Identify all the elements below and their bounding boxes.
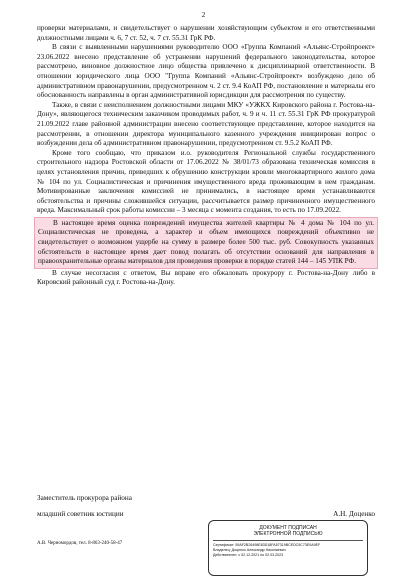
highlighted-paragraph [34, 217, 378, 269]
signature-block [37, 493, 375, 519]
signatory-title: Заместитель прокурора района [37, 494, 132, 502]
paragraph-commission: Кроме того сообщаю, что приказом и.о. руководителя Региональной службы государственного строительного надзора Ростовской области от 17.06.2022 № 38/01/73 образована техническая комиссия в целях установления причин, приведших к обрушению конструкции кровли многоквартирного жилого дома № 104 по ул. Социалистическая и причинения имущественного вреда проживающим в нем гражданам. Мотивированные заключения комиссией не принимались, в настоящее время устанавливаются обстоятельства и причины сложившейся ситуации, рассчитывается размер причиненного имущественного вреда. Максимальный срок работы комиссии – 3 месяца с момента создания, то есть по 17.09.2022. [37, 148, 375, 215]
signatory-rank: младший советник юстиции [37, 510, 124, 518]
letter-body [37, 24, 375, 288]
stamp-certificate: Сертификат: 59AF2B26498E83D18FA57319BCEDC5C73E0A9EF [213, 543, 321, 547]
signatory-name: А.Н. Доценко [333, 510, 375, 518]
stamp-divider [213, 540, 363, 541]
electronic-signature-stamp [208, 520, 368, 576]
paragraph-mku: Также, в связи с неисполнением должностными лицами МКУ «УЖКХ Кировского района г. Ростова-на-Дону», являющегося техническим заказчиком проводимых работ, ч. 9 и ч. 11 ст. 55.31 ГрК РФ прокуратурой 21.09.2022 главе районной администрации внесено соответствующее представление, которое находится на рассмотрении, в отношении директора муниципального казенного учреждения инициирован вопрос о возбуждении дела об административном правонарушении, предусмотренном ст. 9.5.2 КоАП РФ. [37, 100, 375, 148]
page-number: 2 [201, 11, 206, 19]
stamp-title-line2: ЭЛЕКТРОННОЙ ПОДПИСЬЮ [253, 531, 323, 537]
paragraph-representation: В связи с выявленными нарушениями руководителю ООО «Группа Компаний «Альянс-Стройпроект» 23.06.2022 внесено представление об устранении нарушений федерального законодательства, которое рассмотрено, виновное должностное лицо общества привлечено к дисциплинарной ответственности. В отношении юридического лица ООО "Группа Компаний «Альянс-Стройпроект» возбуждено дело об административном правонарушении, предусмотренном ч. 2 ст. 9.4 КоАП РФ, постановление и материалы его обоснованность направлены в орган административной юрисдикции для рассмотрения по существу. [37, 43, 375, 100]
paragraph-appeal: В случае несогласия с ответом, Вы вправе его обжаловать прокурору г. Ростова-на-Дону либо в Кировский районный суд г. Ростова-на-Дону. [37, 268, 375, 287]
paragraph-damage-assessment: В настоящее время оценка повреждений имущества жителей квартиры № 4 дома № 104 по ул. Социалистическая не проведена, а характер и объем имеющихся повреждений объективно не свидетельствует о возможном ущербе на сумму в размере более 500 тыс. руб. Совокупность указанных обстоятельств в настоящее время дает повод полагать об отсутствии оснований для направления в правоохранительные органы материалов для проведения проверки в порядке статей 144 – 145 УПК РФ. [38, 218, 374, 266]
executor-contact: А.В. Черномордов, тел. 8-863-240-58-47 [37, 541, 123, 546]
stamp-owner: Владелец: Доценко Александр Николаевич [213, 548, 286, 553]
paragraph-continuation: проверки материалами, и свидетельствует о нарушении хозяйствующим субъектом и его ответственными должностными лицами ч. 6, 7 ст. 52, ч. 7 ст. 55.31 ГрК РФ. [37, 24, 375, 42]
stamp-title-line1: ДОКУМЕНТ ПОДПИСАН [259, 525, 317, 531]
stamp-validity: Действителен: с 02.12.2021 по 02.03.2023 [213, 553, 284, 558]
